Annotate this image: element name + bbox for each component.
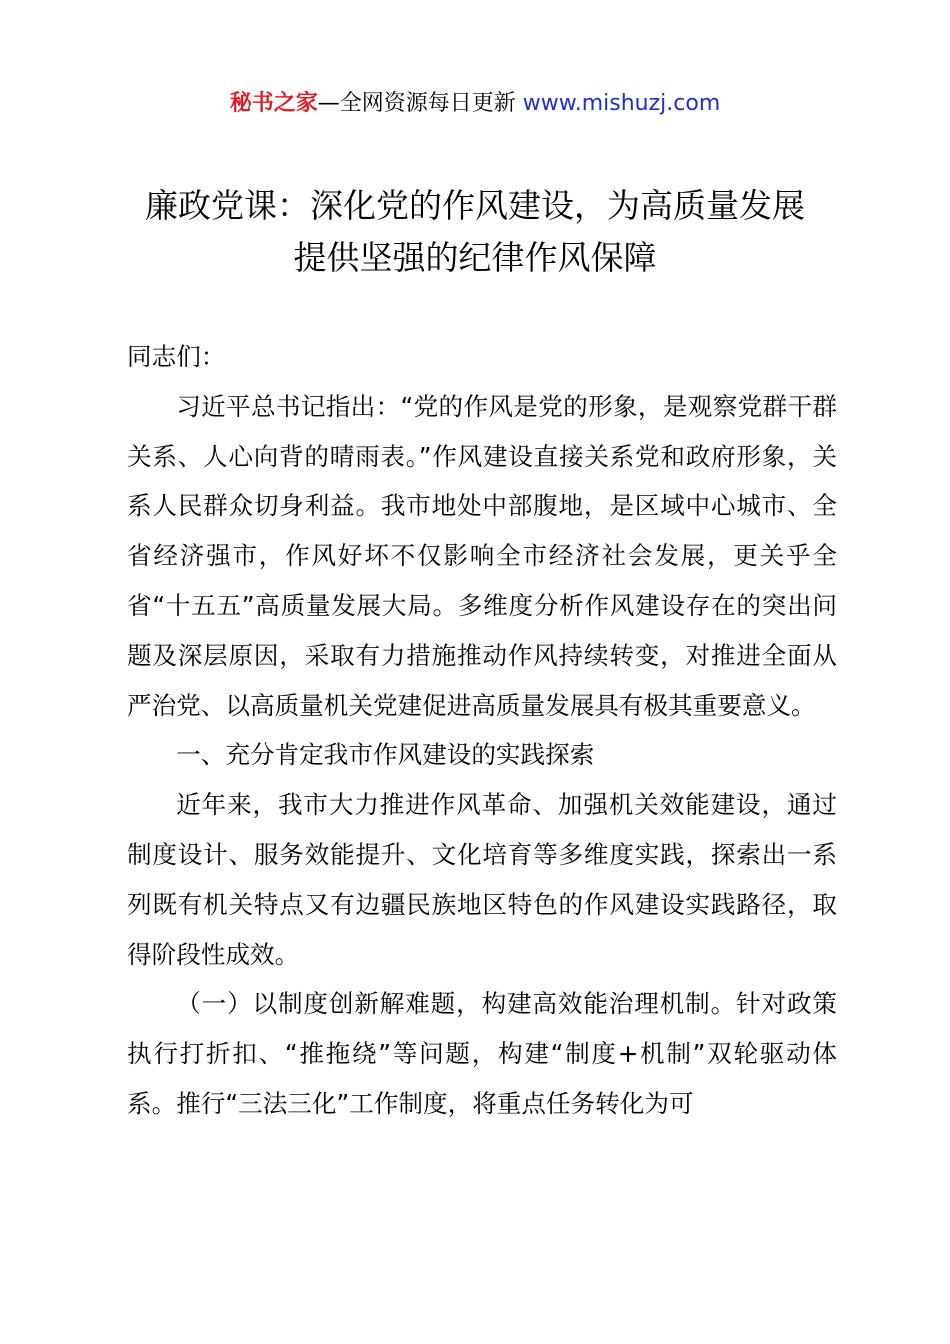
salutation: 同志们： — [127, 342, 226, 371]
site-url[interactable]: www.mishuzj.com — [522, 91, 721, 116]
document-title — [0, 180, 950, 284]
site-brand: 秘书之家 — [229, 91, 318, 116]
body-paragraph-subsection-1: （一）以制度创新解难题，构建高效能治理机制。针对政策执行打折扣、“推拖绕”等问题，构建“制度+机制”双轮驱动体系。推行“三法三化”工作制度，将重点任务转化为可 — [127, 989, 837, 1118]
body-paragraph-intro: 习近平总书记指出：“党的作风是党的形象，是观察党群干群关系、人心向背的晴雨表。”作风建设直接关系党和政府形象，关系人民群众切身利益。我市地处中部腹地，是区域中心城市、全省经济强市，作风好坏不仅影响全市经济社会发展，更关乎全省“十五五”高质量发展大局。多维度分析作风建设存在的突出问题及深层原因，采取有力措施推动作风持续转变，对推进全面从严治党、以高质量机关党建促进高质量发展具有极其重要意义。 — [127, 391, 837, 720]
title-line-2: 提供坚强的纪律作风保障 — [293, 238, 657, 277]
document-body — [127, 332, 837, 1129]
title-line-1: 廉政党课：深化党的作风建设，为高质量发展 — [145, 186, 805, 225]
site-tagline: —全网资源每日更新 — [317, 91, 516, 116]
site-header — [0, 88, 950, 120]
section-heading-1: 一、充分肯定我市作风建设的实践探索 — [176, 740, 595, 770]
body-paragraph-section-1: 近年来，我市大力推进作风革命、加强机关效能建设，通过制度设计、服务效能提升、文化培育等多维度实践，探索出一系列既有机关特点又有边疆民族地区特色的作风建设实践路径，取得阶段性成效。 — [127, 790, 837, 969]
